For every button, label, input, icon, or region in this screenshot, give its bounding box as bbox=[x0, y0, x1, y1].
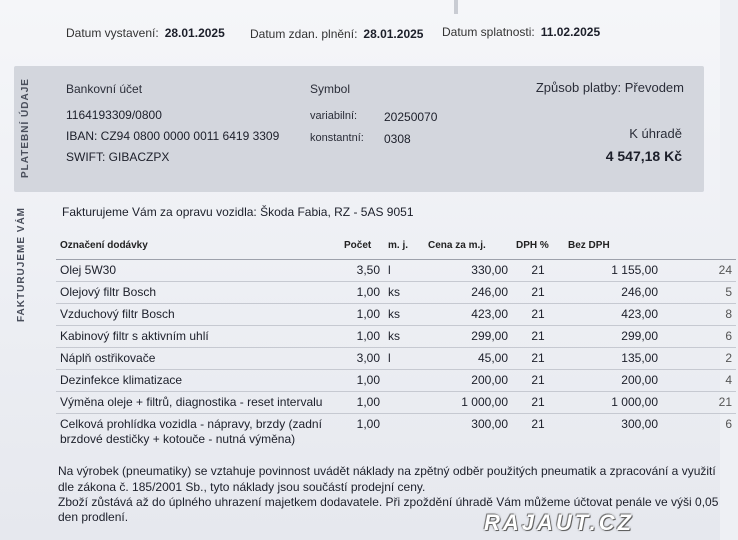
item-price: 1 000,00 bbox=[424, 392, 512, 414]
item-extra: 6 bbox=[662, 326, 736, 348]
footer-notes bbox=[58, 464, 738, 525]
item-price: 330,00 bbox=[424, 260, 512, 282]
item-unit: l bbox=[384, 260, 424, 282]
item-qty: 1,00 bbox=[340, 370, 384, 392]
footer-line: dle zákona č. 185/2001 Sb., tyto náklady jsou součástí prodejní ceny. bbox=[58, 480, 426, 494]
variable-symbol-value: 20250070 bbox=[384, 110, 438, 124]
item-extra: 8 bbox=[662, 304, 736, 326]
bank-account-number: 1164193309/0800 bbox=[66, 108, 162, 122]
item-name: Olej 5W30 bbox=[56, 260, 340, 282]
item-extra: 6 bbox=[662, 414, 736, 451]
due-date: Datum splatnosti: 11.02.2025 bbox=[442, 25, 601, 39]
item-unit: ks bbox=[384, 304, 424, 326]
table-row bbox=[56, 370, 736, 392]
item-extra: 2 bbox=[662, 348, 736, 370]
item-vat: 21 bbox=[512, 392, 564, 414]
item-vat: 21 bbox=[512, 282, 564, 304]
items-header-row bbox=[56, 236, 736, 260]
page-edge-marker bbox=[454, 0, 458, 14]
table-row bbox=[56, 326, 736, 348]
taxable-date: Datum zdan. plnění: 28.01.2025 bbox=[250, 27, 424, 41]
watermark-logo: RAJAUT.CZ bbox=[484, 510, 635, 535]
item-price: 246,00 bbox=[424, 282, 512, 304]
item-net: 200,00 bbox=[564, 370, 662, 392]
item-unit bbox=[384, 370, 424, 392]
item-vat: 21 bbox=[512, 414, 564, 451]
col-vat: DPH % bbox=[516, 240, 549, 251]
col-item: Označení dodávky bbox=[60, 240, 148, 251]
invoice-intro: Fakturujeme Vám za opravu vozidla: Škoda Fabia, RZ - 5AS 9051 bbox=[62, 205, 414, 219]
item-name: Kabinový filtr s aktivním uhlí bbox=[56, 326, 340, 348]
table-row bbox=[56, 282, 736, 304]
footer-line: Na výrobek (pneumatiky) se vztahuje povinnost uvádět náklady na zpětný odběr použitých pneumatik a zpracování a využití bbox=[58, 464, 716, 478]
item-net: 299,00 bbox=[564, 326, 662, 348]
constant-symbol-value: 0308 bbox=[384, 132, 411, 146]
table-row bbox=[56, 304, 736, 326]
item-price: 200,00 bbox=[424, 370, 512, 392]
item-extra: 5 bbox=[662, 282, 736, 304]
item-name: Výměna oleje + filtrů, diagnostika - reset intervalu bbox=[56, 392, 340, 414]
item-qty: 1,00 bbox=[340, 282, 384, 304]
col-qty: Počet bbox=[344, 240, 372, 251]
item-net: 300,00 bbox=[564, 414, 662, 451]
item-name: Olejový filtr Bosch bbox=[56, 282, 340, 304]
payment-method: Způsob platby: Převodem bbox=[535, 80, 684, 95]
item-qty: 1,00 bbox=[340, 414, 384, 451]
table-row bbox=[56, 414, 736, 451]
item-vat: 21 bbox=[512, 304, 564, 326]
col-extra bbox=[662, 236, 736, 260]
col-price: Cena za m.j. bbox=[428, 240, 486, 251]
to-pay-amount: 4 547,18 Kč bbox=[605, 148, 682, 164]
item-vat: 21 bbox=[512, 348, 564, 370]
item-name: Náplň ostřikovače bbox=[56, 348, 340, 370]
item-net: 246,00 bbox=[564, 282, 662, 304]
footer-line: Zboží zůstává až do úplného uhrazení majetkem dodavatele. Při zpoždění úhradě Vám můžeme účtovat penále ve výši 0,05 bbox=[58, 495, 719, 509]
item-qty: 3,00 bbox=[340, 348, 384, 370]
item-unit: ks bbox=[384, 326, 424, 348]
item-unit: l bbox=[384, 348, 424, 370]
payment-section bbox=[14, 66, 704, 192]
item-vat: 21 bbox=[512, 260, 564, 282]
item-net: 423,00 bbox=[564, 304, 662, 326]
item-vat: 21 bbox=[512, 370, 564, 392]
table-row bbox=[56, 392, 736, 414]
item-qty: 3,50 bbox=[340, 260, 384, 282]
to-pay-label: K úhradě bbox=[629, 126, 682, 141]
item-extra: 21 bbox=[662, 392, 736, 414]
symbol-label: Symbol bbox=[310, 82, 351, 96]
item-net: 1 155,00 bbox=[564, 260, 662, 282]
item-unit bbox=[384, 414, 424, 451]
item-price: 299,00 bbox=[424, 326, 512, 348]
item-unit bbox=[384, 392, 424, 414]
invoice-section-label: FAKTURUJEME VÁM bbox=[16, 206, 27, 322]
col-unit: m. j. bbox=[388, 240, 409, 251]
item-qty: 1,00 bbox=[340, 304, 384, 326]
col-net: Bez DPH bbox=[568, 240, 610, 251]
payment-section-label: PLATEBNÍ ÚDAJE bbox=[20, 78, 31, 178]
item-unit: ks bbox=[384, 282, 424, 304]
item-price: 45,00 bbox=[424, 348, 512, 370]
item-vat: 21 bbox=[512, 326, 564, 348]
item-name: Vzduchový filtr Bosch bbox=[56, 304, 340, 326]
bank-account-label: Bankovní účet bbox=[66, 82, 143, 96]
item-price: 300,00 bbox=[424, 414, 512, 451]
item-name: Celková prohlídka vozidla - nápravy, brzdy (zadní brzdové destičky + kotouče - nutná výměna) bbox=[56, 414, 340, 451]
footer-line: den prodlení. bbox=[58, 510, 129, 524]
iban: IBAN: CZ94 0800 0000 0011 6419 3309 bbox=[66, 129, 280, 143]
variable-symbol-label: variabilní: bbox=[310, 110, 358, 122]
issue-date: Datum vystavení: 28.01.2025 bbox=[66, 26, 225, 40]
item-qty: 1,00 bbox=[340, 326, 384, 348]
item-net: 135,00 bbox=[564, 348, 662, 370]
item-net: 1 000,00 bbox=[564, 392, 662, 414]
item-qty: 1,00 bbox=[340, 392, 384, 414]
item-price: 423,00 bbox=[424, 304, 512, 326]
table-row bbox=[56, 260, 736, 282]
item-extra: 4 bbox=[662, 370, 736, 392]
table-row bbox=[56, 348, 736, 370]
items-table bbox=[56, 236, 736, 450]
swift: SWIFT: GIBACZPX bbox=[66, 150, 170, 164]
item-extra: 24 bbox=[662, 260, 736, 282]
item-name: Dezinfekce klimatizace bbox=[56, 370, 340, 392]
constant-symbol-label: konstantní: bbox=[310, 132, 364, 144]
